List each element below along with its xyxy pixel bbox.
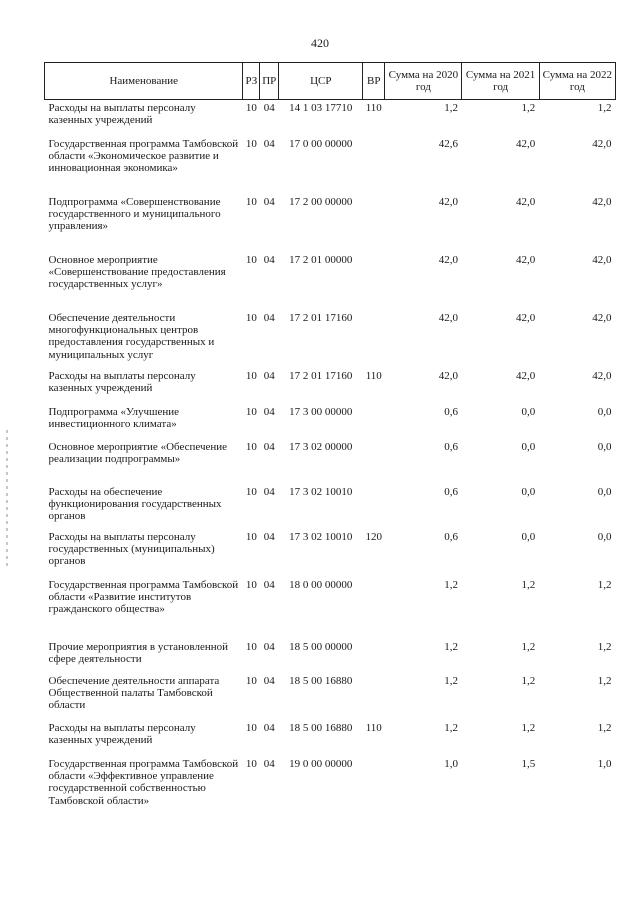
row-pr: 04 [263, 721, 275, 734]
row-sum-2021: 1,2 [521, 640, 536, 653]
row-rz: 10 [245, 405, 257, 418]
row-sum-2022: 0,0 [597, 530, 612, 543]
row-sum-2021: 0,0 [521, 405, 536, 418]
row-sum-2020: 1,0 [444, 757, 458, 770]
row-vr [363, 756, 385, 826]
table-row [45, 756, 616, 826]
row-rz: 10 [245, 440, 257, 453]
row-csr: 17 2 01 17160 [289, 311, 353, 324]
row-name: Государственная программа Тамбовской области «Экономическое развитие и инновационная экономика» [48, 137, 239, 175]
row-csr: 14 1 03 17710 [289, 102, 353, 114]
row-vr [363, 639, 385, 673]
table-row [45, 368, 616, 404]
header-sum-2021: Сумма на 2021 год [462, 63, 539, 100]
row-pr: 04 [263, 195, 275, 208]
row-vr: 120 [365, 530, 383, 543]
row-sum-2020: 0,6 [444, 405, 458, 418]
row-csr: 17 3 02 00000 [289, 440, 353, 453]
row-sum-2020: 1,2 [444, 640, 458, 653]
row-sum-2021: 0,0 [521, 440, 536, 453]
row-pr: 04 [263, 405, 275, 418]
row-vr [363, 136, 385, 194]
table-row [45, 720, 616, 756]
row-pr: 04 [263, 102, 275, 114]
row-csr: 17 3 02 10010 [289, 530, 353, 543]
row-sum-2022: 42,0 [592, 137, 612, 150]
table-row [45, 439, 616, 484]
row-sum-2021: 1,5 [521, 757, 536, 770]
row-sum-2020: 42,0 [438, 311, 458, 324]
header-rz: РЗ [243, 63, 260, 100]
row-sum-2022: 0,0 [597, 440, 612, 453]
row-rz: 10 [245, 253, 257, 266]
row-csr: 18 0 00 00000 [289, 578, 353, 591]
row-name: Подпрограмма «Совершенствование государственного и муниципального управления» [48, 195, 221, 233]
row-sum-2022: 42,0 [592, 253, 612, 266]
row-rz: 10 [245, 195, 257, 208]
header-csr: ЦСР [279, 63, 363, 100]
header-sum-2022: Сумма на 2022 год [539, 63, 615, 100]
row-rz: 10 [245, 102, 257, 114]
row-name: Расходы на выплаты персоналу казенных учреждений [48, 369, 196, 394]
row-sum-2021: 1,2 [521, 578, 536, 591]
row-pr: 04 [263, 640, 275, 653]
header-pr: ПР [260, 63, 279, 100]
row-sum-2021: 0,0 [521, 485, 536, 498]
row-rz: 10 [245, 485, 257, 498]
row-sum-2020: 0,6 [444, 485, 458, 498]
row-vr: 110 [365, 102, 382, 114]
row-sum-2020: 42,6 [438, 137, 458, 150]
table-row [45, 100, 616, 136]
row-rz: 10 [245, 757, 257, 770]
row-sum-2021: 42,0 [515, 311, 536, 324]
table-row [45, 252, 616, 310]
row-sum-2022: 1,2 [597, 674, 612, 687]
budget-table [44, 62, 616, 826]
header-vr: ВР [363, 63, 385, 100]
table-row [45, 639, 616, 673]
row-sum-2020: 42,0 [438, 369, 458, 382]
row-sum-2022: 0,0 [597, 485, 612, 498]
row-name: Расходы на выплаты персоналу казенных учреждений [48, 102, 196, 127]
row-sum-2021: 42,0 [515, 253, 536, 266]
row-vr [363, 439, 385, 484]
row-sum-2020: 1,2 [444, 721, 458, 734]
table-row [45, 484, 616, 529]
table-row [45, 194, 616, 252]
row-vr: 110 [365, 369, 382, 382]
row-sum-2022: 1,2 [597, 640, 612, 653]
row-rz: 10 [245, 137, 257, 150]
row-csr: 17 2 00 00000 [289, 195, 353, 208]
row-csr: 17 2 01 17160 [289, 369, 353, 382]
table-row [45, 673, 616, 720]
table-row [45, 136, 616, 194]
row-vr [363, 194, 385, 252]
row-rz: 10 [245, 311, 257, 324]
row-csr: 17 3 02 10010 [289, 485, 353, 498]
row-pr: 04 [263, 485, 275, 498]
row-csr: 18 5 00 16880 [289, 721, 353, 734]
row-name: Расходы на обеспечение функционирования государственных органов [48, 485, 222, 523]
row-pr: 04 [263, 311, 275, 324]
row-name: Обеспечение деятельности многофункциональных центров предоставления государственных и муниципальных услуг [48, 311, 215, 361]
row-csr: 18 5 00 16880 [289, 674, 353, 687]
row-rz: 10 [245, 369, 257, 382]
row-sum-2022: 42,0 [592, 369, 612, 382]
row-name: Государственная программа Тамбовской области «Развитие институтов гражданского общества» [48, 578, 239, 616]
row-name: Основное мероприятие «Совершенствование предоставления государственных услуг» [48, 253, 226, 291]
row-pr: 04 [263, 674, 275, 687]
table-row [45, 310, 616, 368]
row-vr [363, 484, 385, 529]
row-csr: 19 0 00 00000 [289, 757, 353, 770]
row-vr [363, 310, 385, 368]
row-name: Обеспечение деятельности аппарата Общественной палаты Тамбовской области [48, 674, 220, 712]
row-sum-2020: 42,0 [438, 195, 458, 208]
row-sum-2020: 0,6 [444, 440, 458, 453]
row-csr: 17 0 00 00000 [289, 137, 353, 150]
row-sum-2021: 42,0 [515, 195, 536, 208]
row-sum-2022: 42,0 [592, 195, 612, 208]
row-sum-2021: 42,0 [515, 137, 536, 150]
row-name: Государственная программа Тамбовской области «Эффективное управление государственной собственностью Тамбовской области» [48, 757, 239, 807]
row-vr [363, 673, 385, 720]
row-vr [363, 577, 385, 639]
row-pr: 04 [263, 369, 275, 382]
row-rz: 10 [245, 530, 257, 543]
row-name: Расходы на выплаты персоналу казенных учреждений [48, 721, 196, 746]
row-sum-2020: 42,0 [438, 253, 458, 266]
table-body [45, 100, 616, 826]
row-name: Прочие мероприятия в установленной сфере деятельности [48, 640, 229, 665]
row-rz: 10 [245, 640, 257, 653]
row-sum-2020: 1,2 [444, 102, 458, 114]
row-sum-2021: 1,2 [521, 102, 536, 114]
row-sum-2022: 42,0 [592, 311, 612, 324]
row-rz: 10 [245, 674, 257, 687]
row-sum-2021: 1,2 [521, 674, 536, 687]
table-header-row [45, 63, 616, 100]
table-row [45, 529, 616, 577]
row-vr [363, 404, 385, 439]
row-pr: 04 [263, 253, 275, 266]
header-sum-2020: Сумма на 2020 год [385, 63, 462, 100]
row-vr [363, 252, 385, 310]
row-sum-2020: 1,2 [444, 674, 458, 687]
row-pr: 04 [263, 578, 275, 591]
scan-edge-mark [6, 430, 8, 570]
row-sum-2021: 0,0 [521, 530, 536, 543]
row-pr: 04 [263, 440, 275, 453]
row-name: Расходы на выплаты персоналу государственных (муниципальных) органов [48, 530, 215, 568]
table-row [45, 577, 616, 639]
row-sum-2020: 0,6 [444, 530, 458, 543]
row-sum-2022: 0,0 [597, 405, 612, 418]
table-row [45, 404, 616, 439]
row-pr: 04 [263, 757, 275, 770]
row-rz: 10 [245, 578, 257, 591]
page-number: 420 [311, 36, 329, 50]
row-sum-2022: 1,2 [597, 102, 612, 114]
row-csr: 18 5 00 00000 [289, 640, 353, 653]
row-sum-2022: 1,0 [597, 757, 612, 770]
row-name: Основное мероприятие «Обеспечение реализации подпрограммы» [48, 440, 228, 465]
row-vr: 110 [365, 721, 382, 734]
row-sum-2022: 1,2 [597, 578, 612, 591]
row-csr: 17 2 01 00000 [289, 253, 353, 266]
row-name: Подпрограмма «Улучшение инвестиционного климата» [48, 405, 180, 430]
row-sum-2022: 1,2 [597, 721, 612, 734]
row-sum-2021: 42,0 [515, 369, 536, 382]
row-sum-2020: 1,2 [444, 578, 458, 591]
row-rz: 10 [245, 721, 257, 734]
row-pr: 04 [263, 530, 275, 543]
row-csr: 17 3 00 00000 [289, 405, 353, 418]
row-sum-2021: 1,2 [521, 721, 536, 734]
header-name: Наименование [45, 63, 243, 100]
row-pr: 04 [263, 137, 275, 150]
